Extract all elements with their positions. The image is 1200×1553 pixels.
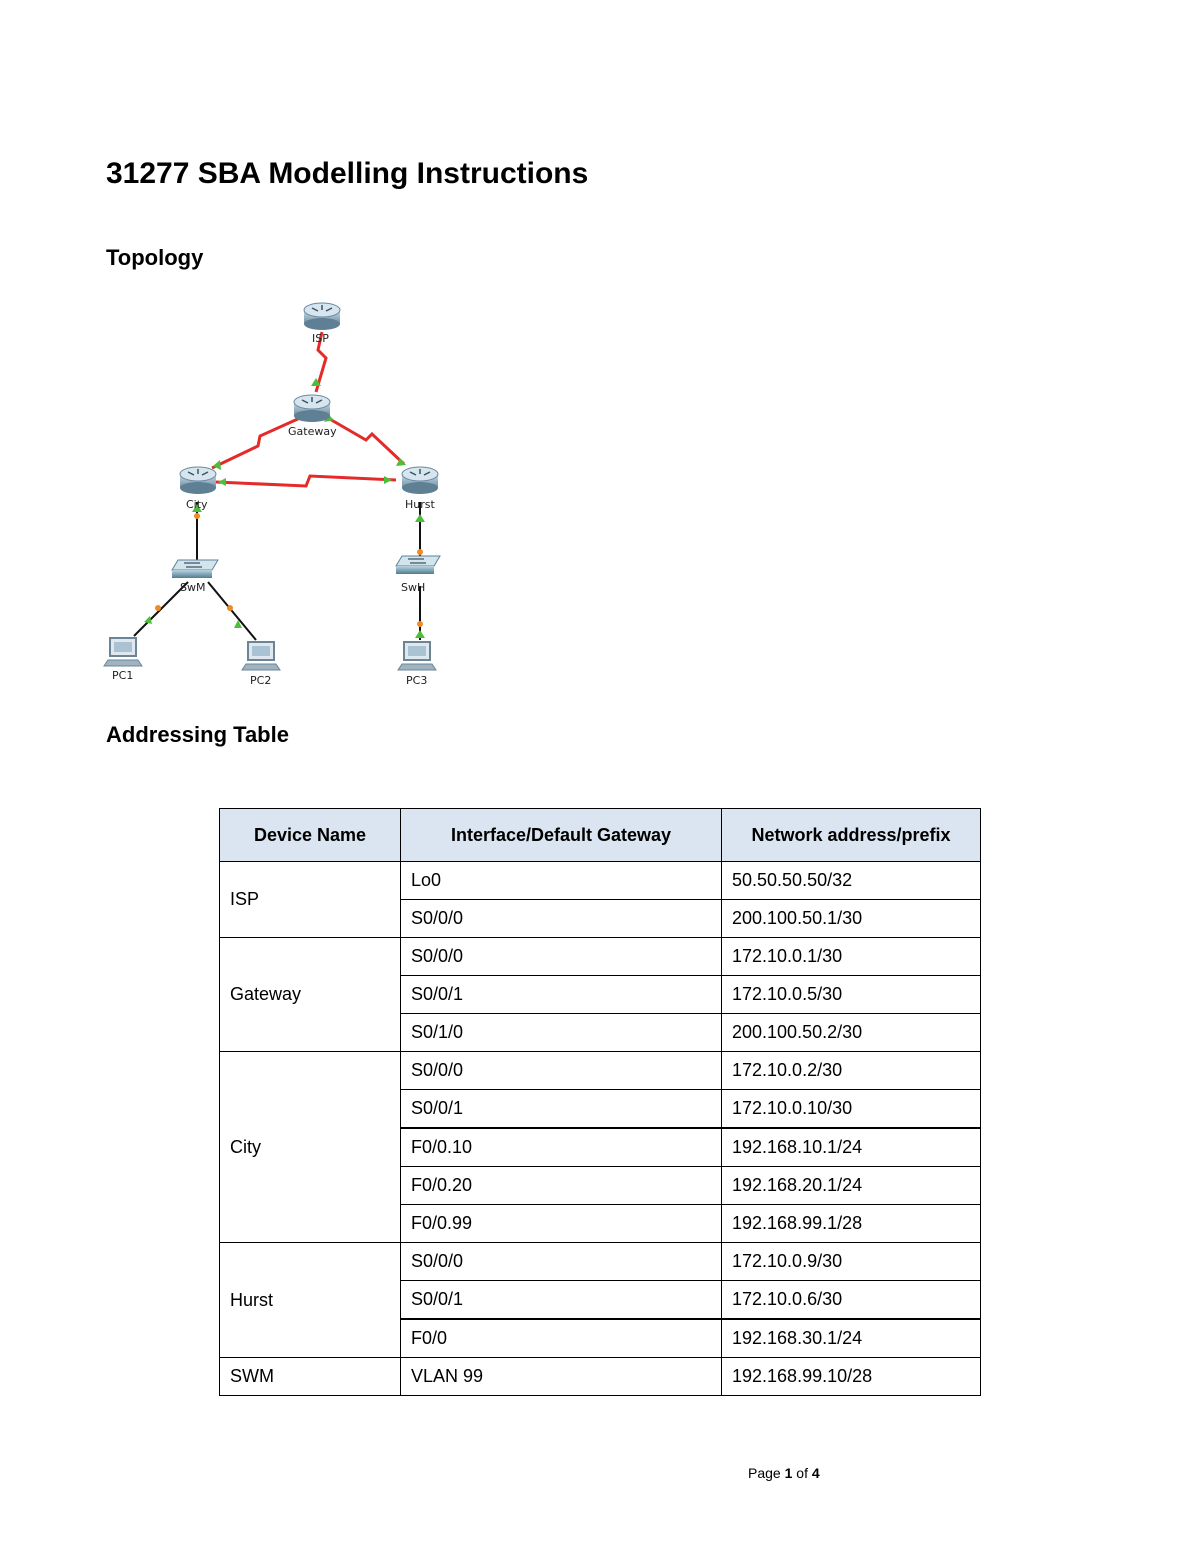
interface-cell: S0/0/0 [401, 1243, 722, 1281]
address-cell: 192.168.99.10/28 [722, 1358, 981, 1396]
label-swm: SwM [180, 581, 206, 594]
address-cell: 172.10.0.10/30 [722, 1090, 981, 1129]
address-cell: 200.100.50.2/30 [722, 1014, 981, 1052]
device-cell: SWM [220, 1358, 401, 1396]
interface-cell: S0/0/1 [401, 1090, 722, 1129]
interface-cell: S0/0/1 [401, 976, 722, 1014]
interface-cell: S0/1/0 [401, 1014, 722, 1052]
page-footer [748, 1465, 820, 1481]
link-gateway-city [212, 418, 300, 468]
label-pc1: PC1 [112, 669, 134, 682]
interface-cell: F0/0 [401, 1319, 722, 1358]
footer-page-total: 4 [811, 1465, 820, 1481]
topology-heading: Topology [106, 245, 204, 270]
label-city: City [186, 498, 208, 511]
interface-cell: S0/0/1 [401, 1281, 722, 1320]
header-device-name: Device Name [220, 809, 401, 862]
address-cell: 172.10.0.5/30 [722, 976, 981, 1014]
table-row [220, 938, 981, 976]
address-cell: 50.50.50.50/32 [722, 862, 981, 900]
label-pc3: PC3 [406, 674, 428, 687]
label-swh: SwH [401, 581, 426, 594]
label-isp: ISP [312, 332, 329, 345]
interface-cell: S0/0/0 [401, 938, 722, 976]
router-gateway-icon[interactable] [294, 395, 330, 422]
label-hurst: Hurst [405, 498, 435, 511]
interface-cell: S0/0/0 [401, 900, 722, 938]
footer-middle: of [792, 1465, 812, 1481]
header-interface: Interface/Default Gateway [401, 809, 722, 862]
address-cell: 172.10.0.2/30 [722, 1052, 981, 1090]
pc3-icon[interactable] [398, 642, 436, 670]
page-title: 31277 SBA Modelling Instructions [106, 157, 589, 190]
table-row [220, 862, 981, 900]
label-gateway: Gateway [288, 425, 337, 438]
interface-cell: F0/0.10 [401, 1128, 722, 1167]
table-header-row [220, 809, 981, 862]
address-cell: 192.168.30.1/24 [722, 1319, 981, 1358]
label-pc2: PC2 [250, 674, 272, 687]
interface-cell: F0/0.20 [401, 1167, 722, 1205]
pc2-icon[interactable] [242, 642, 280, 670]
device-cell: City [220, 1052, 401, 1243]
table-row [220, 1052, 981, 1090]
address-cell: 192.168.10.1/24 [722, 1128, 981, 1167]
footer-page-number: 1 [784, 1465, 793, 1481]
interface-cell: F0/0.99 [401, 1205, 722, 1243]
link-gateway-hurst [328, 418, 404, 464]
router-isp-icon[interactable] [304, 303, 340, 330]
router-city-icon[interactable] [180, 467, 216, 494]
switch-swm-icon[interactable] [172, 560, 218, 578]
address-cell: 192.168.99.1/28 [722, 1205, 981, 1243]
address-cell: 192.168.20.1/24 [722, 1167, 981, 1205]
table-row [220, 1358, 981, 1396]
address-cell: 172.10.0.1/30 [722, 938, 981, 976]
device-cell: Hurst [220, 1243, 401, 1358]
router-hurst-icon[interactable] [402, 467, 438, 494]
table-row [220, 1243, 981, 1281]
address-cell: 200.100.50.1/30 [722, 900, 981, 938]
addressing-table [219, 808, 981, 1396]
link-swm-pc2 [208, 582, 256, 640]
address-cell: 172.10.0.9/30 [722, 1243, 981, 1281]
address-cell: 172.10.0.6/30 [722, 1281, 981, 1320]
link-city-hurst [216, 476, 396, 486]
header-network-address: Network address/prefix [722, 809, 981, 862]
topology-diagram [100, 290, 460, 700]
addressing-heading: Addressing Table [106, 722, 289, 747]
pc1-icon[interactable] [104, 638, 142, 666]
device-cell: ISP [220, 862, 401, 938]
footer-prefix: Page [748, 1465, 785, 1481]
interface-cell: S0/0/0 [401, 1052, 722, 1090]
interface-cell: Lo0 [401, 862, 722, 900]
switch-swh-icon[interactable] [396, 556, 440, 574]
device-cell: Gateway [220, 938, 401, 1052]
interface-cell: VLAN 99 [401, 1358, 722, 1396]
